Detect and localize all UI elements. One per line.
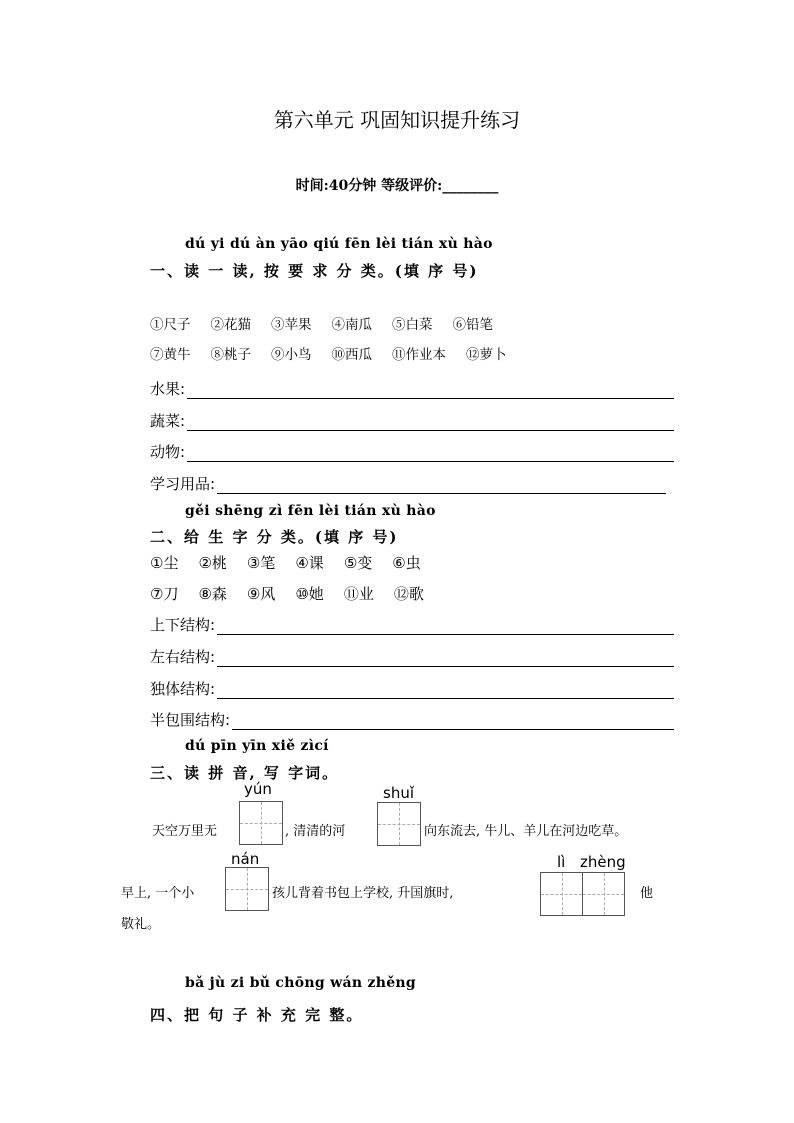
s2-char-row-1 bbox=[150, 552, 441, 573]
answer-line[interactable] bbox=[217, 652, 674, 667]
fill-row-left-right[interactable] bbox=[150, 646, 674, 667]
char-item: ⑪业 bbox=[343, 585, 374, 603]
pinyin-li: lì bbox=[557, 853, 566, 871]
sentence-part-4: 早上, 一个小 bbox=[121, 886, 195, 901]
s1-word-row-1 bbox=[150, 313, 513, 333]
pinyin-shui: shuǐ bbox=[383, 784, 414, 802]
pinyin-yun: yún bbox=[244, 780, 272, 798]
word-item: ⑤白菜 bbox=[392, 317, 433, 333]
pinyin-zheng: zhèng bbox=[580, 853, 626, 871]
s2-char-row-2 bbox=[150, 583, 444, 604]
s2-heading: 二、给 生 字 分 类。(填 序 号) bbox=[150, 528, 399, 546]
word-item: ⑪作业本 bbox=[392, 347, 446, 363]
fill-label: 水果: bbox=[150, 380, 186, 398]
s3-pinyin: dú pīn yīn xiě zìcí bbox=[185, 738, 329, 754]
tianzige-box-shui[interactable] bbox=[377, 802, 421, 846]
answer-line[interactable] bbox=[232, 715, 674, 730]
char-item: ⑥虫 bbox=[392, 554, 421, 572]
char-item: ④课 bbox=[295, 554, 324, 572]
sentence-part-2: , 清清的河 bbox=[285, 824, 346, 839]
char-item: ⑨风 bbox=[246, 585, 276, 603]
fill-label: 半包围结构: bbox=[150, 711, 231, 729]
answer-line[interactable] bbox=[187, 416, 674, 431]
sentence-part-3: 向东流去, 牛儿、羊儿在河边吃草。 bbox=[424, 824, 628, 839]
s1-word-row-2 bbox=[150, 343, 527, 363]
s1-pinyin: dú yi dú àn yāo qiú fēn lèi tián xù hào bbox=[185, 236, 493, 252]
fill-label: 上下结构: bbox=[150, 616, 216, 634]
answer-line[interactable] bbox=[217, 620, 674, 635]
fill-row-top-bottom[interactable] bbox=[150, 614, 674, 635]
fill-row-vegetable[interactable] bbox=[150, 410, 674, 431]
page-title: 第六单元 巩固知识提升练习 bbox=[273, 108, 521, 132]
fill-label: 独体结构: bbox=[150, 680, 216, 698]
fill-row-single[interactable] bbox=[150, 678, 674, 699]
sentence-part-5: 孩儿背着书包上学校, 升国旗时, bbox=[272, 886, 454, 901]
word-item: ⑦黄牛 bbox=[150, 347, 191, 363]
pinyin-nan: nán bbox=[231, 850, 260, 868]
s1-heading: 一、读 一 读, 按 要 求 分 类。(填 序 号) bbox=[150, 262, 479, 280]
s4-heading: 四、把 句 子 补 充 完 整。 bbox=[150, 1006, 364, 1024]
sentence-part-1: 天空万里无 bbox=[152, 824, 218, 839]
fill-row-fruit[interactable] bbox=[150, 378, 674, 399]
char-item: ⑤变 bbox=[343, 554, 373, 572]
word-item: ④南瓜 bbox=[331, 317, 372, 333]
char-item: ①尘 bbox=[150, 554, 179, 572]
char-item: ⑩她 bbox=[295, 585, 324, 603]
fill-label: 动物: bbox=[150, 443, 186, 461]
word-item: ⑩西瓜 bbox=[331, 347, 372, 363]
s3-heading: 三、读 拼 音, 写 字词。 bbox=[150, 764, 340, 782]
word-item: ⑨小鸟 bbox=[271, 347, 312, 363]
tianzige-box-zheng[interactable] bbox=[582, 872, 625, 916]
char-item: ⑦刀 bbox=[150, 585, 179, 603]
answer-line[interactable] bbox=[217, 479, 666, 494]
fill-row-stationery[interactable] bbox=[150, 473, 666, 494]
word-item: ②花猫 bbox=[210, 317, 251, 333]
fill-row-half-enclosed[interactable] bbox=[150, 709, 674, 730]
char-item: ②桃 bbox=[198, 554, 227, 572]
word-item: ⑫萝卜 bbox=[466, 347, 507, 363]
answer-line[interactable] bbox=[187, 447, 674, 462]
fill-row-animal[interactable] bbox=[150, 441, 674, 462]
fill-label: 学习用品: bbox=[150, 475, 216, 493]
tianzige-box-nan[interactable] bbox=[225, 867, 269, 911]
char-item: ⑧森 bbox=[198, 585, 227, 603]
tianzige-box-yun[interactable] bbox=[239, 801, 283, 845]
sentence-part-7: 敬礼。 bbox=[121, 917, 161, 932]
char-item: ⑫歌 bbox=[393, 585, 424, 603]
word-item: ③苹果 bbox=[271, 317, 312, 333]
word-item: ⑥铅笔 bbox=[452, 317, 493, 333]
time-and-grade: 时间:40分钟 等级评价:________ bbox=[295, 178, 499, 194]
s4-pinyin: bǎ jù zi bǔ chōng wán zhěng bbox=[185, 975, 416, 991]
word-item: ⑧桃子 bbox=[210, 347, 251, 363]
fill-label: 左右结构: bbox=[150, 648, 216, 666]
fill-label: 蔬菜: bbox=[150, 412, 186, 430]
answer-line[interactable] bbox=[217, 684, 674, 699]
char-item: ③笔 bbox=[246, 554, 276, 572]
tianzige-box-li[interactable] bbox=[540, 872, 583, 916]
sentence-part-6: 他 bbox=[640, 886, 654, 901]
s2-pinyin: gěi shēng zì fēn lèi tián xù hào bbox=[185, 503, 436, 519]
answer-line[interactable] bbox=[187, 384, 674, 399]
word-item: ①尺子 bbox=[150, 317, 191, 333]
